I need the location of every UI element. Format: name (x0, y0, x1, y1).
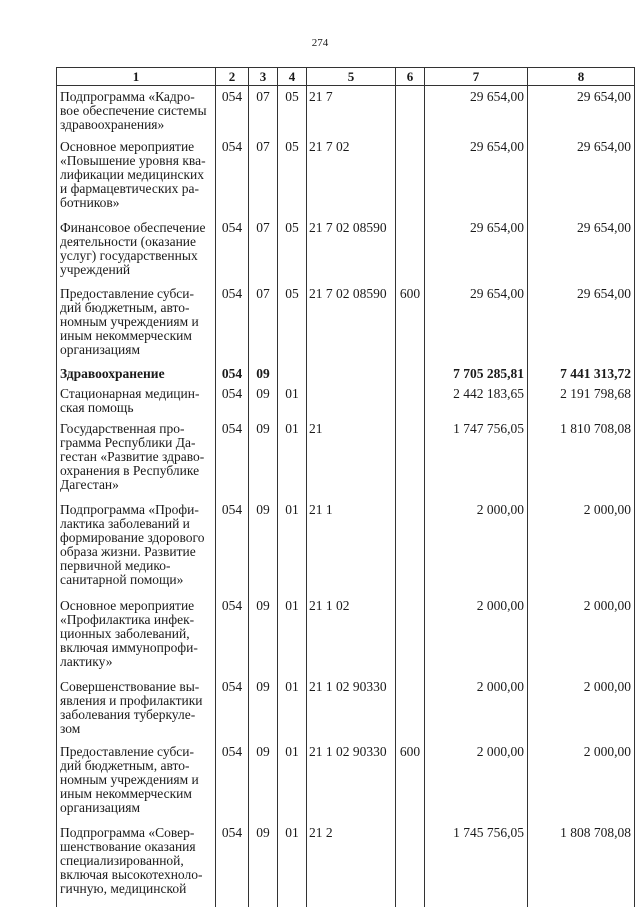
department-code-cell: 054 (216, 383, 249, 418)
department-code-cell: 054 (216, 822, 249, 903)
table-row (57, 217, 635, 283)
subsection-code-cell: 05 (278, 283, 307, 364)
section-code-cell: 09 (249, 595, 278, 676)
amount-year-1-cell: 2 000,00 (425, 676, 528, 742)
section-code-cell: 09 (249, 499, 278, 595)
table-row (57, 499, 635, 595)
table-row (57, 822, 635, 903)
amount-year-2-cell: 29 654,00 (528, 86, 635, 137)
expense-type-cell (396, 418, 425, 499)
section-code-cell: 09 (249, 741, 278, 822)
amount-year-1-cell: 7 705 285,81 (425, 363, 528, 383)
section-code-cell: 09 (249, 383, 278, 418)
expense-type-cell: 600 (396, 741, 425, 822)
expense-type-cell (396, 217, 425, 283)
amount-year-1-cell: 1 745 756,05 (425, 822, 528, 903)
target-article-cell (307, 383, 396, 418)
amount-year-2-cell: 29 654,00 (528, 136, 635, 217)
subsection-code-cell: 05 (278, 86, 307, 137)
header-cell: 8 (528, 68, 635, 86)
amount-year-2-cell: 29 654,00 (528, 217, 635, 283)
table-row (57, 418, 635, 499)
subsection-code-cell: 01 (278, 822, 307, 903)
target-article-cell: 21 (307, 418, 396, 499)
table-body (57, 86, 635, 907)
header-row (57, 68, 635, 86)
amount-year-2-cell: 2 000,00 (528, 499, 635, 595)
target-article-cell: 21 1 02 90330 (307, 741, 396, 822)
subsection-code-cell (278, 363, 307, 383)
department-code-cell: 054 (216, 595, 249, 676)
subsection-code-cell: 01 (278, 741, 307, 822)
row-name-cell: Предоставление субси- дий бюджетным, авто- номным учреждениям и иным некоммерческим организациям (57, 741, 216, 822)
header-cell: 6 (396, 68, 425, 86)
section-code-cell: 09 (249, 822, 278, 903)
expense-type-cell (396, 363, 425, 383)
target-article-cell: 21 1 02 90330 (307, 676, 396, 742)
table-row (57, 86, 635, 137)
header-cell: 3 (249, 68, 278, 86)
department-code-cell: 054 (216, 418, 249, 499)
expense-type-cell (396, 499, 425, 595)
row-name-cell: Предоставление субси- дий бюджетным, авто- номным учреждениям и иным некоммерческим организациям (57, 283, 216, 364)
page-number: 274 (0, 37, 640, 49)
subsection-code-cell: 01 (278, 499, 307, 595)
table-header (57, 68, 635, 86)
row-name-cell: Финансовое обеспечение деятельности (оказание услуг) государственных учреждений (57, 217, 216, 283)
table-row (57, 136, 635, 217)
section-code-cell: 07 (249, 217, 278, 283)
department-code-cell: 054 (216, 217, 249, 283)
section-code-cell: 07 (249, 283, 278, 364)
amount-year-1-cell: 2 000,00 (425, 595, 528, 676)
row-name-cell: Основное мероприятие «Профилактика инфек- ционных заболеваний, включая иммунопрофи- лактику» (57, 595, 216, 676)
expense-type-cell (396, 383, 425, 418)
amount-year-1-cell: 29 654,00 (425, 136, 528, 217)
row-name-cell: Основное мероприятие «Повышение уровня ква- лификации медицинских и фармацевтических ра- ботников» (57, 136, 216, 217)
amount-year-2-cell: 1 808 708,08 (528, 822, 635, 903)
target-article-cell (307, 363, 396, 383)
expense-type-cell (396, 676, 425, 742)
row-name-cell: Государственная про- грамма Республики Да- гестан «Развитие здраво- охранения в Республике Дагестан» (57, 418, 216, 499)
header-cell: 7 (425, 68, 528, 86)
header-cell: 4 (278, 68, 307, 86)
amount-year-2-cell: 1 810 708,08 (528, 418, 635, 499)
department-code-cell: 054 (216, 283, 249, 364)
subsection-code-cell: 01 (278, 418, 307, 499)
amount-year-2-cell: 7 441 313,72 (528, 363, 635, 383)
subsection-code-cell: 01 (278, 595, 307, 676)
amount-year-1-cell: 1 747 756,05 (425, 418, 528, 499)
table-row (57, 595, 635, 676)
table-row (57, 741, 635, 822)
target-article-cell: 21 7 (307, 86, 396, 137)
budget-table (56, 67, 635, 907)
section-code-cell: 09 (249, 418, 278, 499)
amount-year-1-cell: 2 000,00 (425, 741, 528, 822)
expense-type-cell (396, 595, 425, 676)
expense-type-cell (396, 86, 425, 137)
amount-year-2-cell: 2 000,00 (528, 595, 635, 676)
row-name-cell: Совершенствование вы- явления и профилактики заболевания туберкуле- зом (57, 676, 216, 742)
header-cell: 1 (57, 68, 216, 86)
expense-type-cell: 600 (396, 283, 425, 364)
subsection-code-cell: 01 (278, 383, 307, 418)
table-row (57, 283, 635, 364)
department-code-cell: 054 (216, 363, 249, 383)
table-row (57, 363, 635, 383)
amount-year-2-cell: 2 000,00 (528, 741, 635, 822)
header-cell: 2 (216, 68, 249, 86)
subsection-code-cell: 05 (278, 136, 307, 217)
target-article-cell: 21 1 02 (307, 595, 396, 676)
amount-year-1-cell: 29 654,00 (425, 217, 528, 283)
row-name-cell: Подпрограмма «Профи- лактика заболеваний и формирование здорового образа жизни. Развитие первичной медико- санитарной помощи» (57, 499, 216, 595)
expense-type-cell (396, 822, 425, 903)
amount-year-1-cell: 29 654,00 (425, 283, 528, 364)
department-code-cell: 054 (216, 86, 249, 137)
header-cell: 5 (307, 68, 396, 86)
department-code-cell: 054 (216, 741, 249, 822)
amount-year-1-cell: 2 442 183,65 (425, 383, 528, 418)
amount-year-2-cell: 2 000,00 (528, 676, 635, 742)
section-code-cell: 07 (249, 136, 278, 217)
target-article-cell: 21 1 (307, 499, 396, 595)
expense-type-cell (396, 136, 425, 217)
section-code-cell: 09 (249, 676, 278, 742)
target-article-cell: 21 7 02 08590 (307, 283, 396, 364)
table-row (57, 383, 635, 418)
amount-year-1-cell: 29 654,00 (425, 86, 528, 137)
subsection-code-cell: 05 (278, 217, 307, 283)
target-article-cell: 21 7 02 08590 (307, 217, 396, 283)
section-code-cell: 09 (249, 363, 278, 383)
table-row (57, 676, 635, 742)
section-code-cell: 07 (249, 86, 278, 137)
target-article-cell: 21 7 02 (307, 136, 396, 217)
subsection-code-cell: 01 (278, 676, 307, 742)
row-name-cell: Стационарная медицин- ская помощь (57, 383, 216, 418)
amount-year-2-cell: 2 191 798,68 (528, 383, 635, 418)
amount-year-1-cell: 2 000,00 (425, 499, 528, 595)
amount-year-2-cell: 29 654,00 (528, 283, 635, 364)
row-name-cell: Подпрограмма «Кадро- вое обеспечение системы здравоохранения» (57, 86, 216, 137)
department-code-cell: 054 (216, 136, 249, 217)
target-article-cell: 21 2 (307, 822, 396, 903)
department-code-cell: 054 (216, 499, 249, 595)
department-code-cell: 054 (216, 676, 249, 742)
row-name-cell: Подпрограмма «Совер- шенствование оказания специализированной, включая высокотехноло- гичную, медицинской (57, 822, 216, 903)
row-name-cell: Здравоохранение (57, 363, 216, 383)
